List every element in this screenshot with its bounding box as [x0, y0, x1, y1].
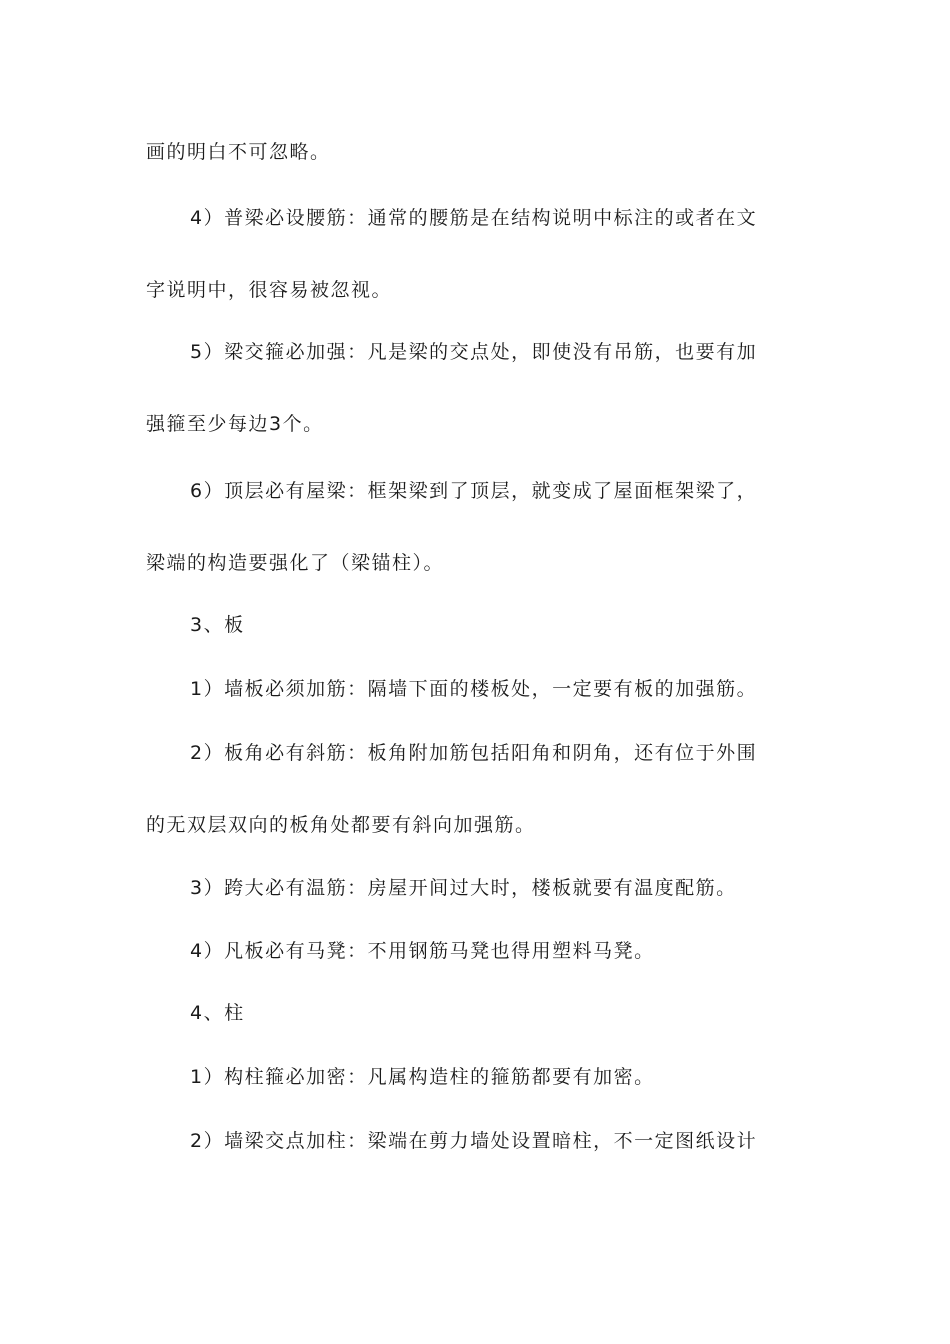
- text-line-item-slab-1: 1）墙板必须加筋：隔墙下面的楼板处，一定要有板的加强筋。: [190, 678, 758, 700]
- text-line-continuation: 梁端的构造要强化了（梁锚柱）。: [146, 552, 445, 574]
- text-line-item-slab-3: 3）跨大必有温筋：房屋开间过大时，楼板就要有温度配筋。: [190, 877, 737, 899]
- text-line-item-beam-6: 6）顶层必有屋梁：框架梁到了顶层，就变成了屋面框架梁了，: [190, 480, 758, 502]
- text-line-item-column-2: 2）墙梁交点加柱：梁端在剪力墙处设置暗柱，不一定图纸设计: [190, 1130, 758, 1152]
- text-line-item-beam-4: 4）普梁必设腰筋：通常的腰筋是在结构说明中标注的或者在文: [190, 207, 758, 229]
- text-line-continuation: 的无双层双向的板角处都要有斜向加强筋。: [146, 814, 536, 836]
- text-line-item-slab-4: 4）凡板必有马凳：不用钢筋马凳也得用塑料马凳。: [190, 940, 655, 962]
- text-line-continuation: 画的明白不可忽略。: [146, 141, 331, 163]
- section-heading-column: 4、柱: [190, 1002, 245, 1024]
- section-heading-slab: 3、板: [190, 614, 245, 636]
- text-line-continuation: 强箍至少每边3个。: [146, 413, 324, 435]
- text-line-continuation: 字说明中，很容易被忽视。: [146, 279, 393, 301]
- text-line-item-beam-5: 5）梁交箍必加强：凡是梁的交点处，即使没有吊筋，也要有加: [190, 341, 758, 363]
- text-line-item-column-1: 1）构柱箍必加密：凡属构造柱的箍筋都要有加密。: [190, 1066, 655, 1088]
- text-line-item-slab-2: 2）板角必有斜筋：板角附加筋包括阳角和阴角，还有位于外围: [190, 742, 758, 764]
